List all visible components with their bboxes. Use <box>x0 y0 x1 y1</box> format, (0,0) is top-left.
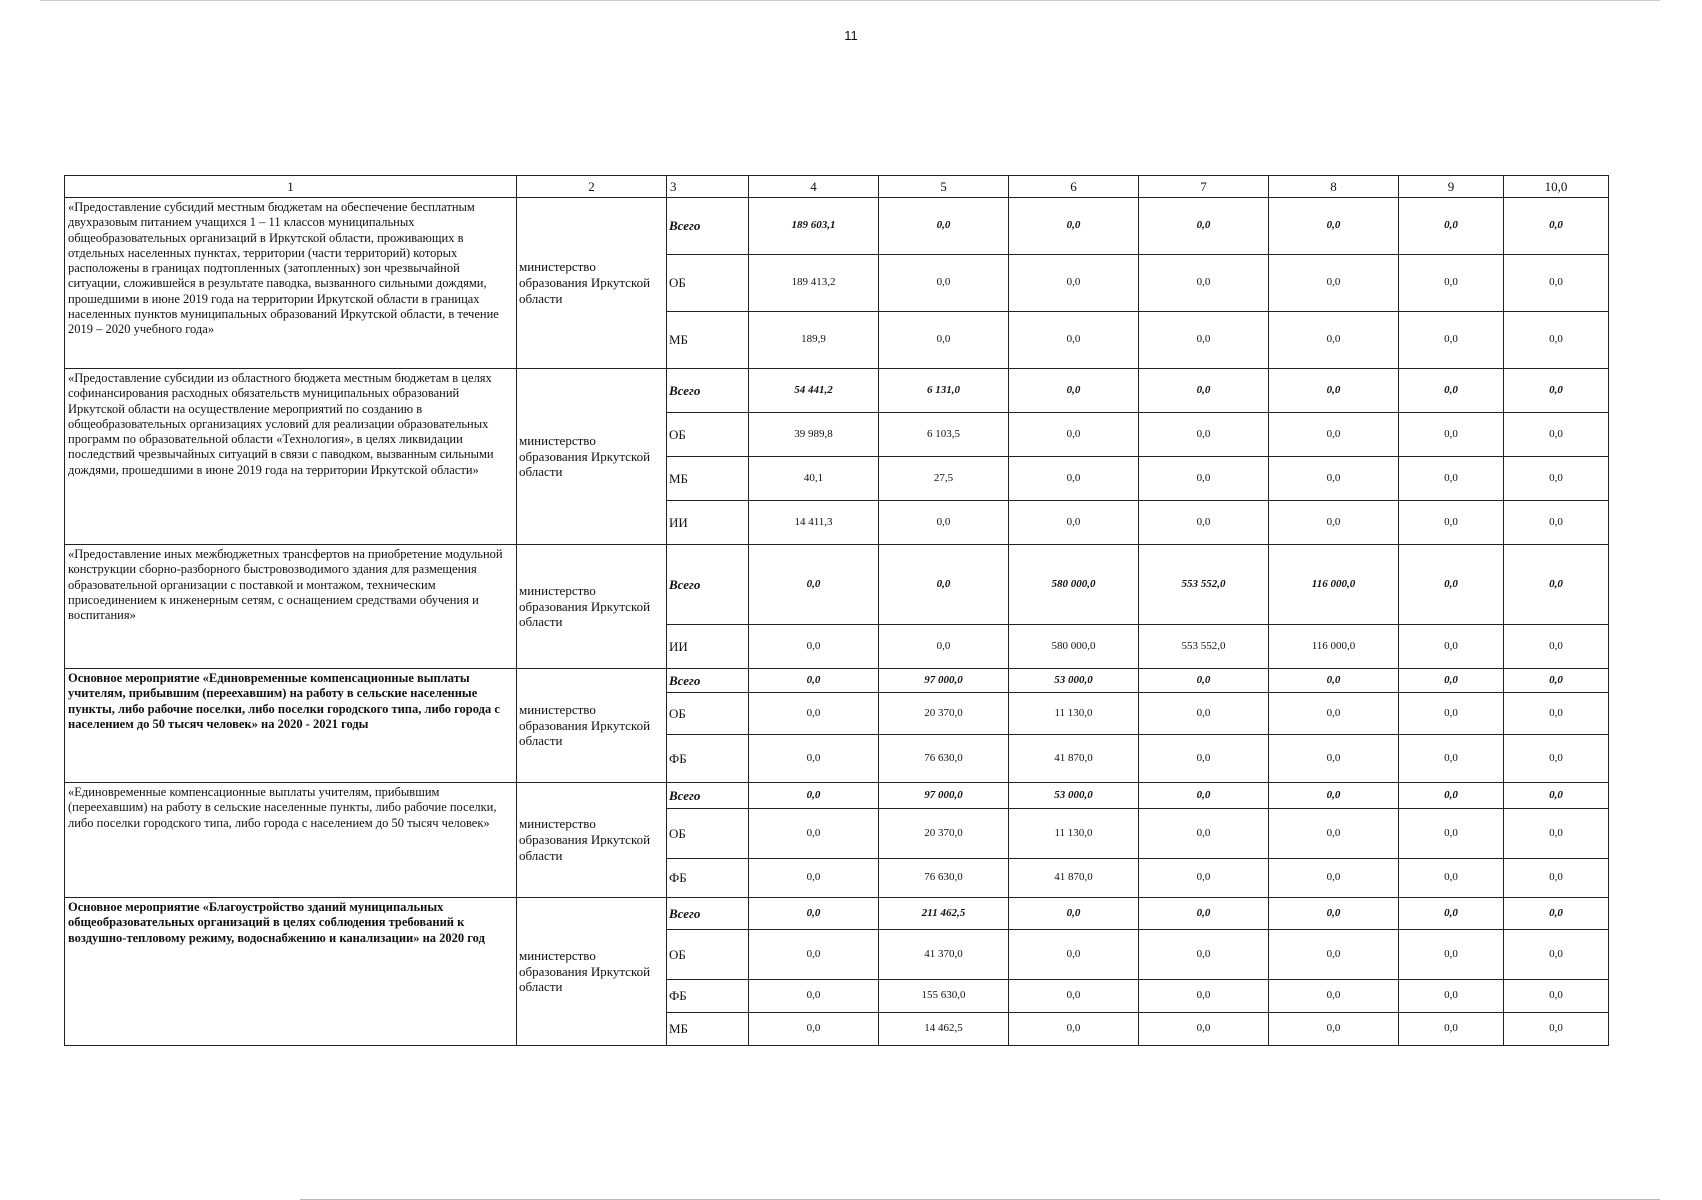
value-cell: 14 462,5 <box>879 1013 1009 1046</box>
value-cell: 6 131,0 <box>879 369 1009 413</box>
value-cell: 0,0 <box>1399 735 1504 783</box>
table-row <box>65 369 1609 413</box>
value-cell: 0,0 <box>1009 930 1139 980</box>
funding-source-cell: МБ <box>667 312 749 369</box>
value-cell: 0,0 <box>749 735 879 783</box>
value-cell: 41 870,0 <box>1009 735 1139 783</box>
funding-source-cell: МБ <box>667 1013 749 1046</box>
value-cell: 0,0 <box>1504 930 1609 980</box>
header-cell-3: 3 <box>667 176 749 198</box>
value-cell: 116 000,0 <box>1269 625 1399 669</box>
value-cell: 0,0 <box>1269 501 1399 545</box>
value-cell: 0,0 <box>1504 735 1609 783</box>
value-cell: 0,0 <box>1009 369 1139 413</box>
funding-source-cell: Всего <box>667 898 749 930</box>
value-cell: 0,0 <box>1139 255 1269 312</box>
executor-cell: министерство образования Иркутской области <box>517 369 667 545</box>
value-cell: 0,0 <box>1399 413 1504 457</box>
value-cell: 189 413,2 <box>749 255 879 312</box>
value-cell: 553 552,0 <box>1139 545 1269 625</box>
value-cell: 0,0 <box>1139 669 1269 693</box>
value-cell: 0,0 <box>1399 693 1504 735</box>
value-cell: 0,0 <box>1399 255 1504 312</box>
value-cell: 0,0 <box>1269 783 1399 809</box>
value-cell: 0,0 <box>749 625 879 669</box>
funding-source-cell: Всего <box>667 783 749 809</box>
header-cell-8: 8 <box>1269 176 1399 198</box>
value-cell: 0,0 <box>1399 783 1504 809</box>
value-cell: 580 000,0 <box>1009 625 1139 669</box>
value-cell: 0,0 <box>1504 980 1609 1013</box>
value-cell: 11 130,0 <box>1009 693 1139 735</box>
value-cell: 0,0 <box>1269 980 1399 1013</box>
value-cell: 0,0 <box>1009 501 1139 545</box>
executor-cell: министерство образования Иркутской области <box>517 545 667 669</box>
value-cell: 6 103,5 <box>879 413 1009 457</box>
value-cell: 0,0 <box>1269 457 1399 501</box>
value-cell: 39 989,8 <box>749 413 879 457</box>
funding-source-cell: ОБ <box>667 693 749 735</box>
value-cell: 0,0 <box>1139 930 1269 980</box>
executor-cell: министерство образования Иркутской области <box>517 898 667 1046</box>
value-cell: 155 630,0 <box>879 980 1009 1013</box>
value-cell: 0,0 <box>1504 457 1609 501</box>
value-cell: 0,0 <box>1139 859 1269 898</box>
value-cell: 0,0 <box>1504 369 1609 413</box>
value-cell: 40,1 <box>749 457 879 501</box>
measure-description: Основное мероприятие «Благоустройство зданий муниципальных общеобразовательных организаций в целях соблюдения требований к воздушно-тепловому режиму, водоснабжению и канализации» на 2020 год <box>65 898 517 1046</box>
value-cell: 189 603,1 <box>749 198 879 255</box>
funding-source-cell: Всего <box>667 198 749 255</box>
value-cell: 0,0 <box>879 312 1009 369</box>
table-row <box>65 198 1609 255</box>
value-cell: 0,0 <box>1399 545 1504 625</box>
value-cell: 0,0 <box>1504 625 1609 669</box>
value-cell: 0,0 <box>749 545 879 625</box>
funding-source-cell: ФБ <box>667 980 749 1013</box>
value-cell: 41 870,0 <box>1009 859 1139 898</box>
header-cell-7: 7 <box>1139 176 1269 198</box>
measure-description: Основное мероприятие «Единовременные компенсационные выплаты учителям, прибывшим (переехавшим) на работу в сельские населенные пункты, либо рабочие поселки, либо поселки городского типа, либо города с населением до 50 тысяч человек» на 2020 - 2021 годы <box>65 669 517 783</box>
header-row <box>65 176 1609 198</box>
value-cell: 41 370,0 <box>879 930 1009 980</box>
value-cell: 11 130,0 <box>1009 809 1139 859</box>
value-cell: 0,0 <box>1504 1013 1609 1046</box>
value-cell: 0,0 <box>749 930 879 980</box>
funding-source-cell: ОБ <box>667 809 749 859</box>
value-cell: 0,0 <box>1139 1013 1269 1046</box>
header-cell-2: 2 <box>517 176 667 198</box>
value-cell: 0,0 <box>1504 198 1609 255</box>
value-cell: 0,0 <box>749 669 879 693</box>
value-cell: 0,0 <box>1504 545 1609 625</box>
value-cell: 0,0 <box>749 859 879 898</box>
value-cell: 20 370,0 <box>879 693 1009 735</box>
value-cell: 0,0 <box>1399 457 1504 501</box>
value-cell: 0,0 <box>1269 735 1399 783</box>
value-cell: 0,0 <box>1009 413 1139 457</box>
value-cell: 116 000,0 <box>1269 545 1399 625</box>
header-cell-10: 10,0 <box>1504 176 1609 198</box>
value-cell: 0,0 <box>1269 809 1399 859</box>
funding-source-cell: ФБ <box>667 735 749 783</box>
value-cell: 0,0 <box>1504 783 1609 809</box>
value-cell: 0,0 <box>1269 312 1399 369</box>
value-cell: 0,0 <box>1009 980 1139 1013</box>
top-edge-rule <box>40 0 1660 1</box>
value-cell: 189,9 <box>749 312 879 369</box>
header-cell-1: 1 <box>65 176 517 198</box>
value-cell: 0,0 <box>1139 980 1269 1013</box>
value-cell: 0,0 <box>879 198 1009 255</box>
budget-table <box>64 175 1609 1046</box>
value-cell: 0,0 <box>1139 809 1269 859</box>
funding-source-cell: ОБ <box>667 413 749 457</box>
executor-cell: министерство образования Иркутской области <box>517 783 667 898</box>
value-cell: 0,0 <box>1399 625 1504 669</box>
value-cell: 0,0 <box>1504 669 1609 693</box>
value-cell: 0,0 <box>1504 255 1609 312</box>
value-cell: 0,0 <box>1399 859 1504 898</box>
value-cell: 0,0 <box>879 545 1009 625</box>
value-cell: 0,0 <box>1009 198 1139 255</box>
value-cell: 0,0 <box>1009 255 1139 312</box>
funding-source-cell: ИИ <box>667 625 749 669</box>
value-cell: 0,0 <box>1399 980 1504 1013</box>
value-cell: 0,0 <box>749 783 879 809</box>
funding-source-cell: Всего <box>667 669 749 693</box>
value-cell: 27,5 <box>879 457 1009 501</box>
table-row <box>65 898 1609 930</box>
value-cell: 0,0 <box>1269 413 1399 457</box>
value-cell: 211 462,5 <box>879 898 1009 930</box>
value-cell: 0,0 <box>1399 669 1504 693</box>
funding-source-cell: ОБ <box>667 255 749 312</box>
value-cell: 0,0 <box>879 501 1009 545</box>
table-row <box>65 783 1609 809</box>
value-cell: 0,0 <box>1269 198 1399 255</box>
value-cell: 0,0 <box>1269 693 1399 735</box>
value-cell: 0,0 <box>1139 501 1269 545</box>
value-cell: 0,0 <box>1399 312 1504 369</box>
value-cell: 76 630,0 <box>879 859 1009 898</box>
value-cell: 0,0 <box>1399 369 1504 413</box>
value-cell: 0,0 <box>1009 1013 1139 1046</box>
value-cell: 0,0 <box>1399 198 1504 255</box>
value-cell: 20 370,0 <box>879 809 1009 859</box>
value-cell: 0,0 <box>1269 898 1399 930</box>
executor-cell: министерство образования Иркутской области <box>517 198 667 369</box>
funding-source-cell: ИИ <box>667 501 749 545</box>
value-cell: 0,0 <box>1139 198 1269 255</box>
value-cell: 0,0 <box>1139 783 1269 809</box>
value-cell: 0,0 <box>1009 457 1139 501</box>
value-cell: 53 000,0 <box>1009 669 1139 693</box>
value-cell: 0,0 <box>1139 457 1269 501</box>
header-cell-4: 4 <box>749 176 879 198</box>
header-cell-9: 9 <box>1399 176 1504 198</box>
value-cell: 0,0 <box>1139 898 1269 930</box>
value-cell: 0,0 <box>1399 501 1504 545</box>
value-cell: 580 000,0 <box>1009 545 1139 625</box>
value-cell: 0,0 <box>1399 930 1504 980</box>
value-cell: 0,0 <box>749 898 879 930</box>
table-row <box>65 545 1609 625</box>
value-cell: 76 630,0 <box>879 735 1009 783</box>
value-cell: 0,0 <box>1269 1013 1399 1046</box>
funding-source-cell: ФБ <box>667 859 749 898</box>
value-cell: 0,0 <box>1504 693 1609 735</box>
value-cell: 0,0 <box>1269 369 1399 413</box>
value-cell: 0,0 <box>1009 898 1139 930</box>
value-cell: 0,0 <box>1139 312 1269 369</box>
value-cell: 0,0 <box>1504 859 1609 898</box>
table-body <box>65 176 1609 1046</box>
value-cell: 0,0 <box>1504 312 1609 369</box>
funding-source-cell: Всего <box>667 545 749 625</box>
measure-description: «Предоставление иных межбюджетных трансфертов на приобретение модульной конструкции сборно-разборного быстровозводимого здания для размещения образовательной организации с поставкой и монтажом, техническим присоединением к инженерным сетям, с оснащением средствами обучения и воспитания» <box>65 545 517 669</box>
executor-cell: министерство образования Иркутской области <box>517 669 667 783</box>
value-cell: 0,0 <box>879 625 1009 669</box>
value-cell: 0,0 <box>1504 898 1609 930</box>
value-cell: 0,0 <box>1399 1013 1504 1046</box>
value-cell: 0,0 <box>1139 369 1269 413</box>
value-cell: 0,0 <box>1504 809 1609 859</box>
value-cell: 0,0 <box>1269 669 1399 693</box>
value-cell: 0,0 <box>1399 809 1504 859</box>
funding-source-cell: Всего <box>667 369 749 413</box>
value-cell: 0,0 <box>879 255 1009 312</box>
funding-source-cell: ОБ <box>667 930 749 980</box>
value-cell: 0,0 <box>749 980 879 1013</box>
funding-source-cell: МБ <box>667 457 749 501</box>
table-row <box>65 669 1609 693</box>
value-cell: 0,0 <box>1269 255 1399 312</box>
value-cell: 97 000,0 <box>879 669 1009 693</box>
measure-description: «Предоставление субсидий местным бюджетам на обеспечение бесплатным двухразовым питанием учащихся 1 – 11 классов муниципальных общеобразовательных организаций в Иркутской области, проживающих в отдельных населенных пунктах, территории (части территорий) которых расположены в границах подтопленных (затопленных) зон чрезвычайной ситуации, сложившейся в результате паводка, вызванного сильными дождями, прошедшими в июне 2019 года на территории Иркутской области в границах населенных пунктов муниципальных образований Иркутской области, в течение 2019 – 2020 учебного года» <box>65 198 517 369</box>
value-cell: 553 552,0 <box>1139 625 1269 669</box>
measure-description: «Предоставление субсидии из областного бюджета местным бюджетам в целях софинансирования расходных обязательств муниципальных образований Иркутской области на осуществление мероприятий по созданию в общеобразовательных организациях условий для реализации образовательных программ по образовательной области «Технология», в целях ликвидации последствий чрезвычайных ситуаций в связи с паводком, вызванным сильными дождями, прошедшими в июне 2019 года на территории Иркутской области» <box>65 369 517 545</box>
value-cell: 0,0 <box>1269 859 1399 898</box>
value-cell: 53 000,0 <box>1009 783 1139 809</box>
value-cell: 14 411,3 <box>749 501 879 545</box>
value-cell: 0,0 <box>1269 930 1399 980</box>
value-cell: 0,0 <box>1504 413 1609 457</box>
value-cell: 54 441,2 <box>749 369 879 413</box>
value-cell: 0,0 <box>1399 898 1504 930</box>
header-cell-6: 6 <box>1009 176 1139 198</box>
value-cell: 0,0 <box>1139 693 1269 735</box>
value-cell: 0,0 <box>749 809 879 859</box>
measure-description: «Единовременные компенсационные выплаты учителям, прибывшим (переехавшим) на работу в сельские населенные пункты, либо рабочие поселки, либо поселки городского типа, либо города с населением до 50 тысяч человек» <box>65 783 517 898</box>
value-cell: 0,0 <box>749 693 879 735</box>
header-cell-5: 5 <box>879 176 1009 198</box>
value-cell: 0,0 <box>749 1013 879 1046</box>
value-cell: 97 000,0 <box>879 783 1009 809</box>
value-cell: 0,0 <box>1139 735 1269 783</box>
value-cell: 0,0 <box>1009 312 1139 369</box>
value-cell: 0,0 <box>1504 501 1609 545</box>
value-cell: 0,0 <box>1139 413 1269 457</box>
page-number: 11 <box>844 28 858 43</box>
